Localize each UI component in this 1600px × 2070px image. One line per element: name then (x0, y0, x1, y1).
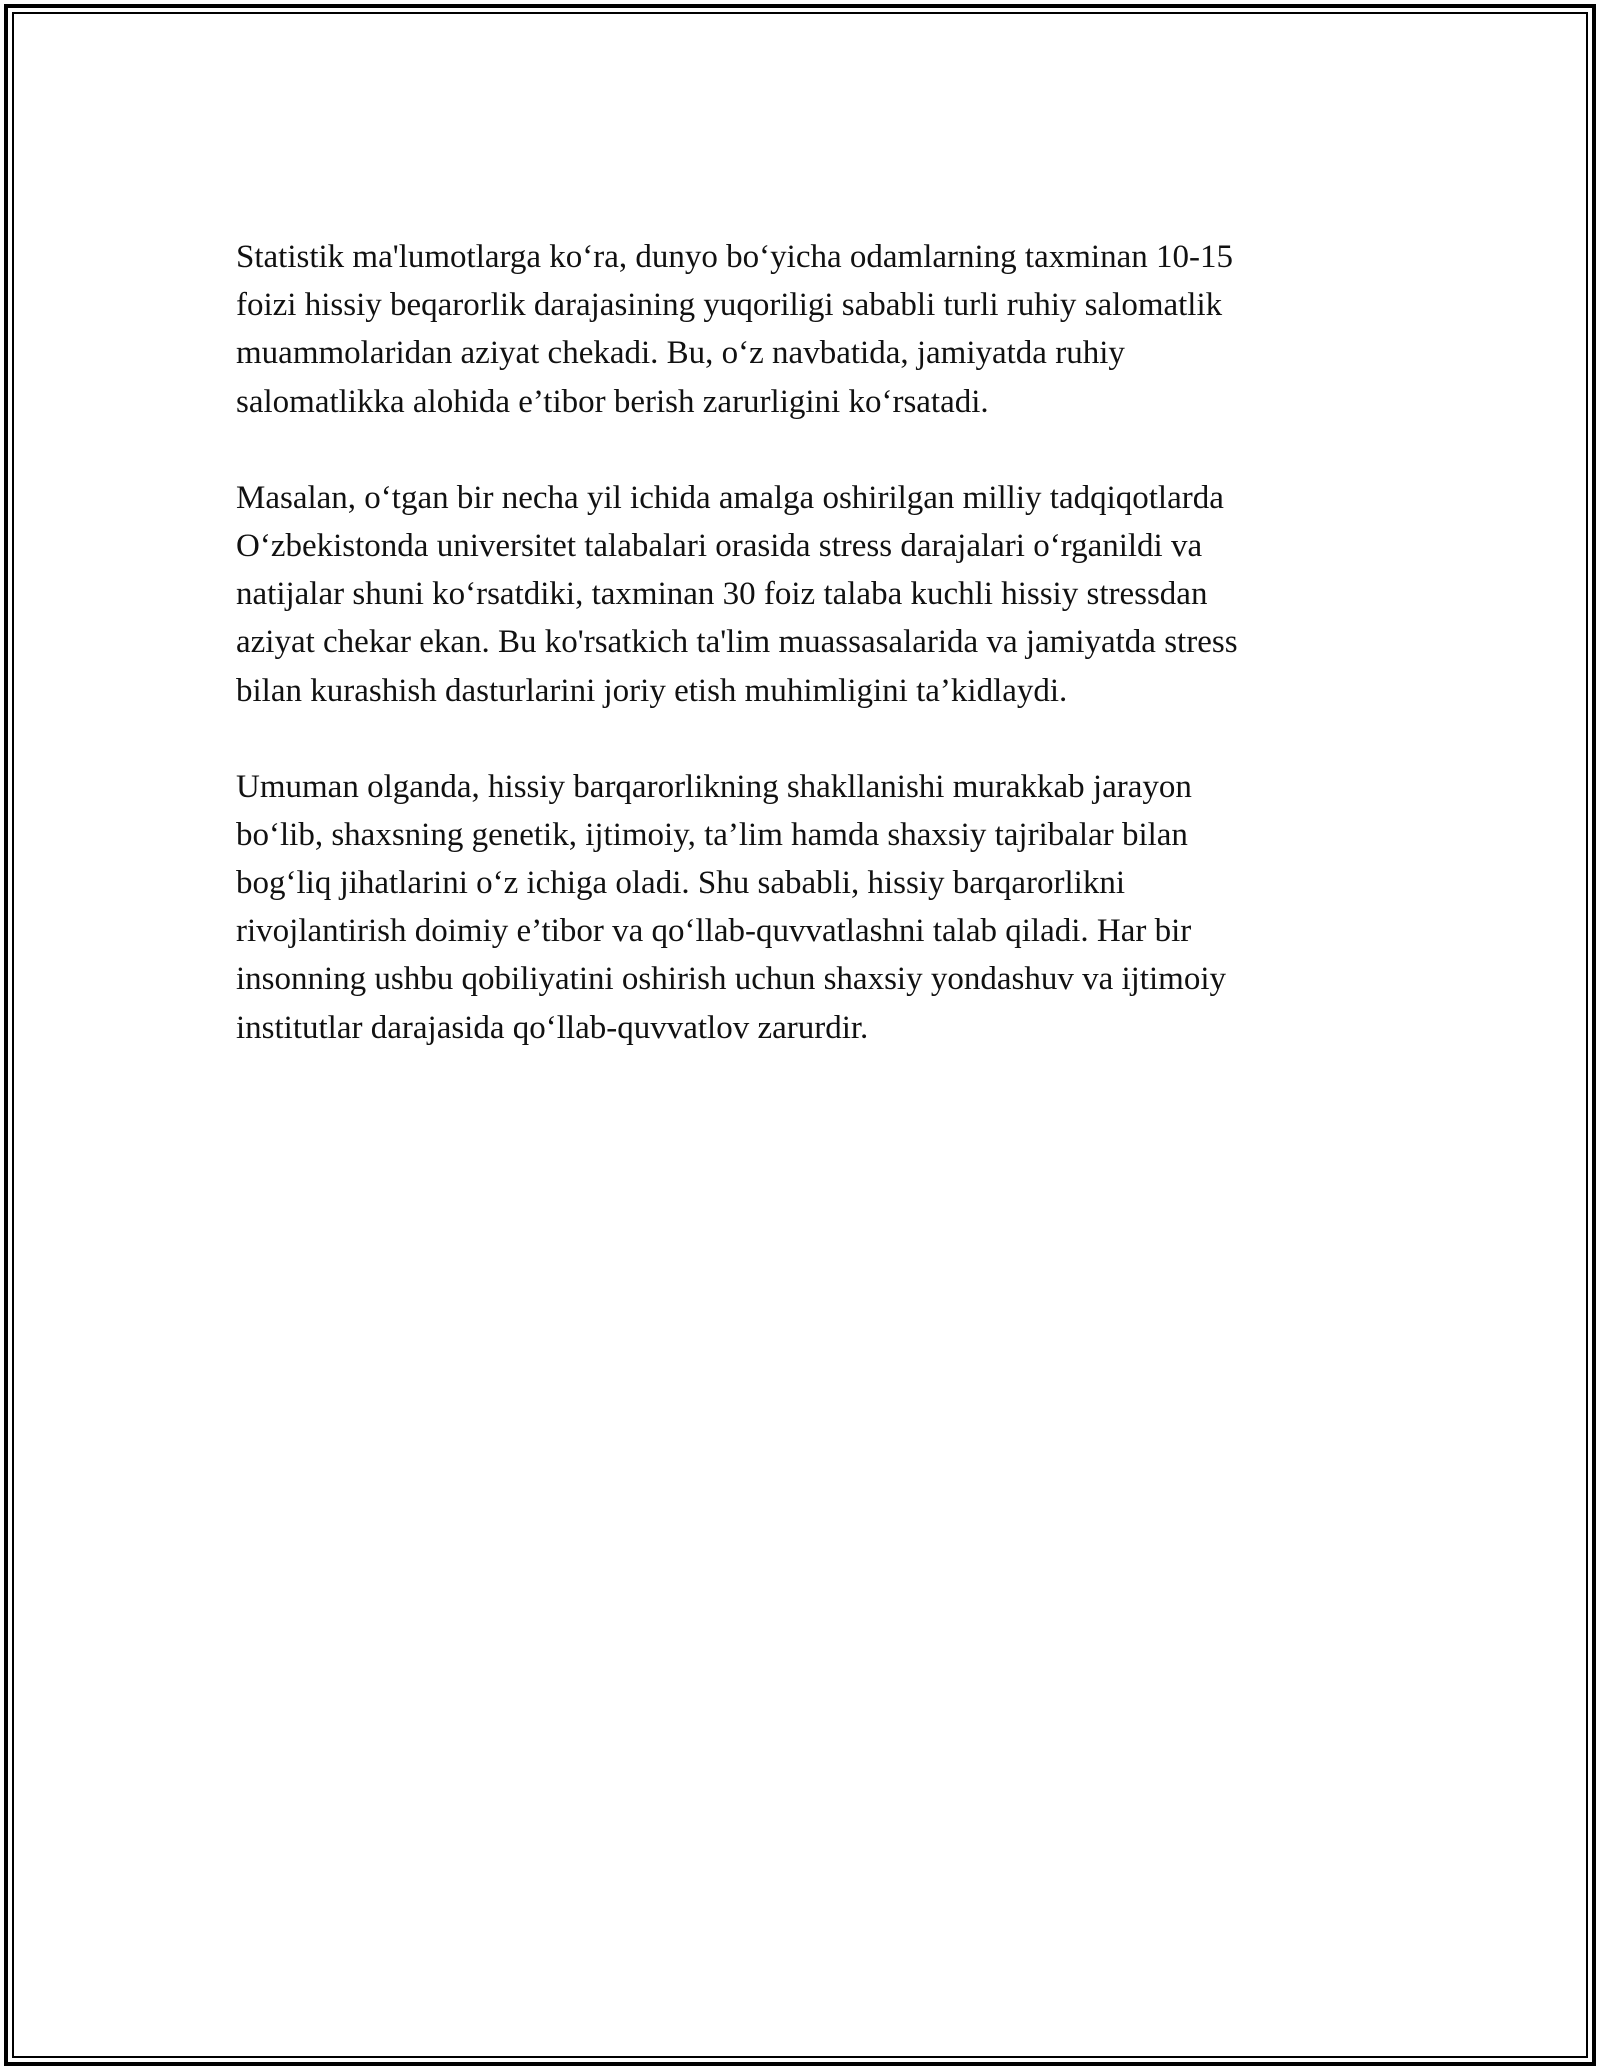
text-line: rivojlantirish doimiy e’tibor va qo‘llab-quvvatlashni talab qiladi. Har bir (236, 913, 1192, 950)
text-line: Masalan, o‘tgan bir necha yil ichida amalga oshirilgan milliy tadqiqotlarda (236, 479, 1224, 516)
text-line: insonning ushbu qobiliyatini oshirish uchun shaxsiy yondashuv va ijtimoiy (236, 961, 1226, 998)
paragraph-1 (236, 233, 1366, 426)
text-line: salomatlikka alohida e’tibor berish zarurligini ko‘rsatadi. (236, 383, 989, 420)
text-line: aziyat chekar ekan. Bu ko'rsatkich ta'lim muassasalarida va jamiyatda stress (236, 624, 1238, 661)
text-line: Statistik ma'lumotlarga ko‘ra, dunyo bo‘yicha odamlarning taxminan 10-15 (236, 239, 1233, 275)
text-line: foizi hissiy beqarorlik darajasining yuqoriligi sababli turli ruhiy salomatlik (236, 287, 1223, 324)
text-line: muammolaridan aziyat chekadi. Bu, o‘z navbatida, jamiyatda ruhiy (236, 335, 1125, 372)
text-line: bo‘lib, shaxsning genetik, ijtimoiy, ta’lim hamda shaxsiy tajribalar bilan (236, 816, 1188, 853)
paragraph-2 (236, 474, 1366, 715)
text-line: institutlar darajasida qo‘llab-quvvatlov zarurdir. (236, 1009, 869, 1046)
paragraph-3 (236, 763, 1366, 1052)
text-line: O‘zbekistonda universitet talabalari orasida stress darajalari o‘rganildi va (236, 527, 1203, 564)
text-line: bog‘liq jihatlarini o‘z ichiga oladi. Shu sababli, hissiy barqarorlikni (236, 865, 1125, 902)
document-body (236, 233, 1366, 1100)
text-line: natijalar shuni ko‘rsatdiki, taxminan 30 foiz talaba kuchli hissiy stressdan (236, 576, 1208, 613)
text-line: Umuman olganda, hissiy barqarorlikning shakllanishi murakkab jarayon (236, 768, 1192, 805)
text-line: bilan kurashish dasturlarini joriy etish muhimligini ta’kidlaydi. (236, 672, 1068, 709)
